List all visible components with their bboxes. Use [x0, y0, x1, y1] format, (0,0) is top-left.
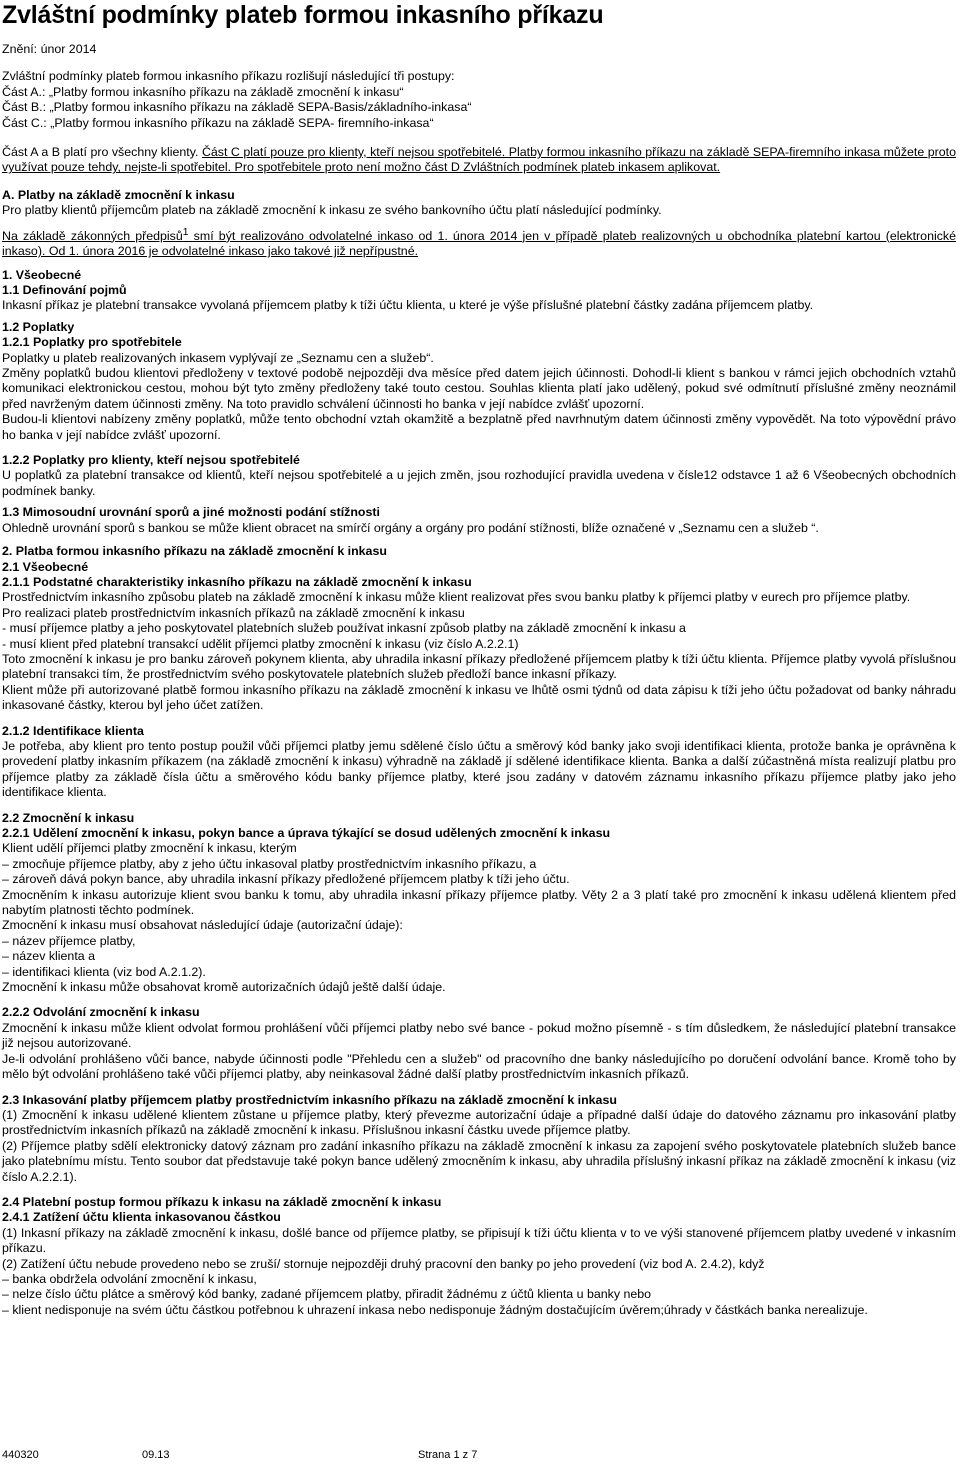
intro-note-b: Část C platí pouze pro klienty, kteří nejsou spotřebitelé. Platby formou inkasního příkazu na základě SEPA-firemního inkasa můžete proto využívat pouze tehdy, nejste-li spotřebitel. Pro spotřebitele proto není možno část D Zvláštních podmínek plateb inkasem aplikovat.	[2, 145, 956, 175]
heading-1-3: 1.3 Mimosoudní urovnání sporů a jiné možnosti podání stížnosti	[2, 505, 380, 520]
document-content	[2, 0, 956, 1318]
para-1-1: Inkasní příkaz je platební transakce vyvolaná příjemcem platby k tíži účtu klienta, u které je výše příslušné platební částky zadána příjemcem platby.	[2, 298, 814, 313]
intro-lead: Zvláštní podmínky plateb formou inkasního příkazu rozlišují následující tři postupy:	[2, 69, 455, 84]
intro-part-b: Část B.: „Platby formou inkasního příkazu na základě SEPA-Basis/základního-inkasa“	[2, 100, 472, 115]
heading-2-1: 2.1 Všeobecné	[2, 559, 89, 574]
section-a-heading: A. Platby na základě zmocnění k inkasu	[2, 187, 235, 202]
heading-2: 2. Platba formou inkasního příkazu na základě zmocnění k inkasu	[2, 544, 387, 559]
para-1-2-1-c: Budou-li klientovi nabízeny změny poplatků, může tento obchodní vztah okamžitě a bezplatně před navrhnutým datem účinnosti změny vypovědět. Na toto výpovědní právo ho banka v její nabídce zvlášť upozorní.	[2, 412, 956, 442]
heading-2-1-2: 2.1.2 Identifikace klienta	[2, 723, 144, 738]
para-2-2-1-a: Klient udělí příjemci platby zmocnění k inkasu, kterým	[2, 841, 297, 856]
heading-2-4: 2.4 Platební postup formou příkazu k inkasu na základě zmocnění k inkasu	[2, 1194, 442, 1209]
footer-date: 09.13	[142, 1449, 170, 1461]
heading-2-1-1: 2.1.1 Podstatné charakteristiky inkasního příkazu na základě zmocnění k inkasu	[2, 574, 472, 589]
para-2-2-1-g: – název klienta a	[2, 949, 95, 964]
heading-1-2-2: 1.2.2 Poplatky pro klienty, kteří nejsou spotřebitelé	[2, 453, 300, 468]
para-2-2-1-d: Zmocněním k inkasu autorizuje klient svou banku k tomu, aby uhradila inkasní příkazy příjemce platby. Věty 2 a 3 platí také pro zmocnění k inkasu udělená klientem před nabytím platnosti těchto podmínek.	[2, 887, 956, 918]
heading-2-2: 2.2 Zmocnění k inkasu	[2, 810, 135, 825]
heading-2-2-2: 2.2.2 Odvolání zmocnění k inkasu	[2, 1005, 200, 1020]
para-2-1-1-e: Toto zmocnění k inkasu je pro banku zároveň pokynem klienta, aby uhradila inkasní příkazy předložené příjemcem platby k tíži účtu klienta. Příjemce platby vyvolá příslušnou platební transakci tím, že prostřednictvím svého poskytovatele platebních služeb předloží bance inkasní příkazy.	[2, 651, 956, 682]
para-1-2-2: U poplatků za platební transakce od klientů, kteří nejsou spotřebitelé a u jejich změn, jsou rozhodující pravidla uvedena v čísle12 odstavce 1 až 6 Všeobecných obchodních podmínek banky.	[2, 468, 956, 498]
law-text-end: smí být realizováno odvolatelné inkaso od 1. února 2014 jen v případě plateb realizovných u obchodníka platební kartou (elektronické inkaso). Od 1. února 2016 je odvolatelné inkaso jako takové již nepřípustné.	[2, 228, 956, 259]
para-2-4-1-c: – banka obdržela odvolání zmocnění k inkasu,	[2, 1271, 257, 1286]
section-a-lead: Pro platby klientů příjemcům plateb na základě zmocnění k inkasu ze svého bankovního účtu platí následující podmínky.	[2, 203, 662, 218]
para-2-4-1-d: – nelze číslo účtu plátce a směrový kód banky, zadané příjemcem platby, přiradit žádnému z účtů klienta u banky nebo	[2, 1287, 652, 1302]
heading-2-2-1: 2.2.1 Udělení zmocnění k inkasu, pokyn bance a úprava týkající se dosud udělených zmocnění k inkasu	[2, 826, 611, 840]
para-2-1-1-a: Prostřednictvím inkasního způsobu plateb na základě zmocnění k inkasu může klient realizovat přes svou banku platby k příjemci platby v eurech pro příjemce platby.	[2, 590, 911, 605]
para-1-3: Ohledně urovnání sporů s bankou se může klient obracet na smírčí orgány a orgány pro podání stížnosti, blíže označené v „Seznamu cen a služeb “.	[2, 520, 819, 535]
para-2-4-1-a: (1) Inkasní příkazy na základě zmocnění k inkasu, došlé bance od příjemce platby, se připisují k tíži účtu klienta v to ve výši stanovené příjemcem platby uvedené v inkasním příkazu.	[2, 1225, 956, 1256]
footer-code: 440320	[2, 1449, 39, 1461]
para-2-2-1-e: Zmocnění k inkasu musí obsahovat následující údaje (autorizační údaje):	[2, 918, 403, 933]
para-2-3-b: (2) Příjemce platby sdělí elektronicky datový záznam pro zadání inkasního příkazu na základě zmocnění k inkasu za zapojení svého poskytovatele platebních služeb bance jako platebnímu místu. Tento soubor dat představuje také pokyn bance udělený zmocněním k inkasu, aby uhradila příslušný inkasní příkaz na základě zmocnění k inkasu (viz číslo A.2.2.1).	[2, 1138, 956, 1184]
para-2-4-1-e: – klient nedisponuje na svém účtu částkou potřebnou k uhrazení inkasa nebo nedisponuje žádným dostačujícím úvěrem;úhrady v částkách banka nerealizuje.	[2, 1302, 868, 1317]
para-2-4-1-b: (2) Zatížení účtu nebude provedeno nebo se zruší/ stornuje nejpozději druhý pracovní den banky po jeho provedení (viz bod A. 2.4.2), když	[2, 1256, 765, 1271]
para-2-3-a: (1) Zmocnění k inkasu udělené klientem zůstane u příjemce platby, který převezme autorizační údaje a případné další údaje do datového záznamu pro inkasování platby prostřednictvím inkasních příkazů na základě zmocnění k inkasu. Příslušnou inkasní částku uvede příjemce platby.	[2, 1107, 956, 1138]
para-2-2-1-b: – zmocňuje příjemce platby, aby z jeho účtu inkasoval platby prostřednictvím inkasního příkazu, a	[2, 856, 537, 871]
heading-2-4-1: 2.4.1 Zatížení účtu klienta inkasovanou částkou	[2, 1210, 281, 1225]
heading-1-1: 1.1 Definování pojmů	[2, 283, 127, 297]
footer-page-number: Strana 1 z 7	[418, 1449, 478, 1461]
heading-1-2: 1.2 Poplatky	[2, 319, 75, 334]
intro-applicability	[2, 145, 956, 176]
para-2-1-1-c: - musí příjemce platby a jeho poskytovatel platebních služeb používat inkasní způsob platby na základě zmocnění k inkasu a	[2, 621, 686, 636]
para-2-1-1-f: Klient může při autorizované platbě formou inkasního příkazu na základě zmocnění k inkasu ve lhůtě osmi týdnů od data zápisu k tíži jeho účtu požadovat od banky náhradu inkasované částky, kterou byl jeho účet zatížen.	[2, 682, 956, 713]
heading-1-2-1: 1.2.1 Poplatky pro spotřebitele	[2, 335, 182, 350]
para-1-2-1-a: Poplatky u plateb realizovaných inkasem vyplývají ze „Seznamu cen a služeb“.	[2, 350, 434, 365]
para-2-2-1-h: – identifikaci klienta (viz bod A.2.1.2).	[2, 964, 206, 979]
para-2-1-1-b: Pro realizaci plateb prostřednictvím inkasních příkazů na základě zmocnění k inkasu	[2, 605, 465, 620]
intro-part-a: Část A.: „Platby formou inkasního příkazu na základě zmocnění k inkasu“	[2, 84, 404, 99]
para-2-1-1-d: - musí klient před platební transakcí udělit příjemci platby zmocnění k inkasu (viz číslo A.2.2.1)	[2, 636, 519, 651]
para-1-2-1-b: Změny poplatků budou klientovi předloženy v textové podobě nejpozději dva měsíce před datem jejich účinnosti. Dohodl-li klient s bankou v rámci jejich obchodních vztahů komunikaci elektronickou cestou, mohou být tyto změny předloženy také touto cestou. Souhlas klienta platí jako udělený, pokud své odmítnutí příslušné změny neoznámil před navrženým datem účinnosti změny. Na toto pravidlo schválení účinnosti ho banka v její nabídce zvlášť upozorní.	[2, 366, 956, 411]
para-2-2-1-f: – název příjemce platby,	[2, 933, 136, 948]
para-2-1-2: Je potřeba, aby klient pro tento postup použil vůči příjemci platby jemu sdělené číslo účtu a směrový kód banky jako svoji identifikaci klienta, protože banka je oprávněna k provedení platby inkasním příkazem (na základě zmocnění k inkasu) výhradně na základě jí sdělené identifikace klienta. Banka a další zúčastněná místa realizují platbu pro příjemce platby za základě čísla účtu a směrového kódu banky příjemce platby, které jsou zadány v datovém záznamu inkasního příkazu příjemce platby jako jeho identifikace klienta.	[2, 738, 956, 800]
law-text-start: Na základě zákonných předpisů	[2, 228, 183, 243]
para-2-2-2-b: Je-li odvolání prohlášeno vůči bance, nabyde účinnosti podle "Přehledu cen a služeb" od pracovního dne banky následujícího po doručení odvolání bance. Kromě toho by mělo být odvolání prohlášeno také vůči příjemci platby, aby neinkasoval žádné další platby prostřednictvím inkasních příkazů.	[2, 1051, 956, 1082]
para-2-2-2-a: Zmocnění k inkasu může klient odvolat formou prohlášení vůči příjemci platby nebo své bance - pokud možno písemně - s tím důsledkem, že následující platební transakce již nejsou autorizované.	[2, 1020, 956, 1051]
intro-part-c: Část C.: „Platby formou inkasního příkazu na základě SEPA- firemního-inkasa“	[2, 115, 434, 130]
para-2-2-1-c: – zároveň dává pokyn bance, aby uhradila inkasní příkazy předložené příjemcem platby k tíži jeho účtu.	[2, 872, 570, 887]
version-line: Znění: únor 2014	[2, 42, 97, 56]
page-title: Zvláštní podmínky plateb formou inkasního příkazu	[2, 1, 604, 29]
heading-1: 1. Všeobecné	[2, 267, 82, 282]
heading-2-3: 2.3 Inkasování platby příjemcem platby prostřednictvím inkasního příkazu na základě zmocnění k inkasu	[2, 1092, 617, 1107]
footnote-marker: 1	[182, 226, 189, 238]
intro-note-a: Část A a B platí pro všechny klienty.	[2, 145, 202, 160]
para-2-2-1-i: Zmocnění k inkasu může obsahovat kromě autorizačních údajů ještě další údaje.	[2, 980, 446, 995]
section-a-law	[2, 225, 956, 260]
